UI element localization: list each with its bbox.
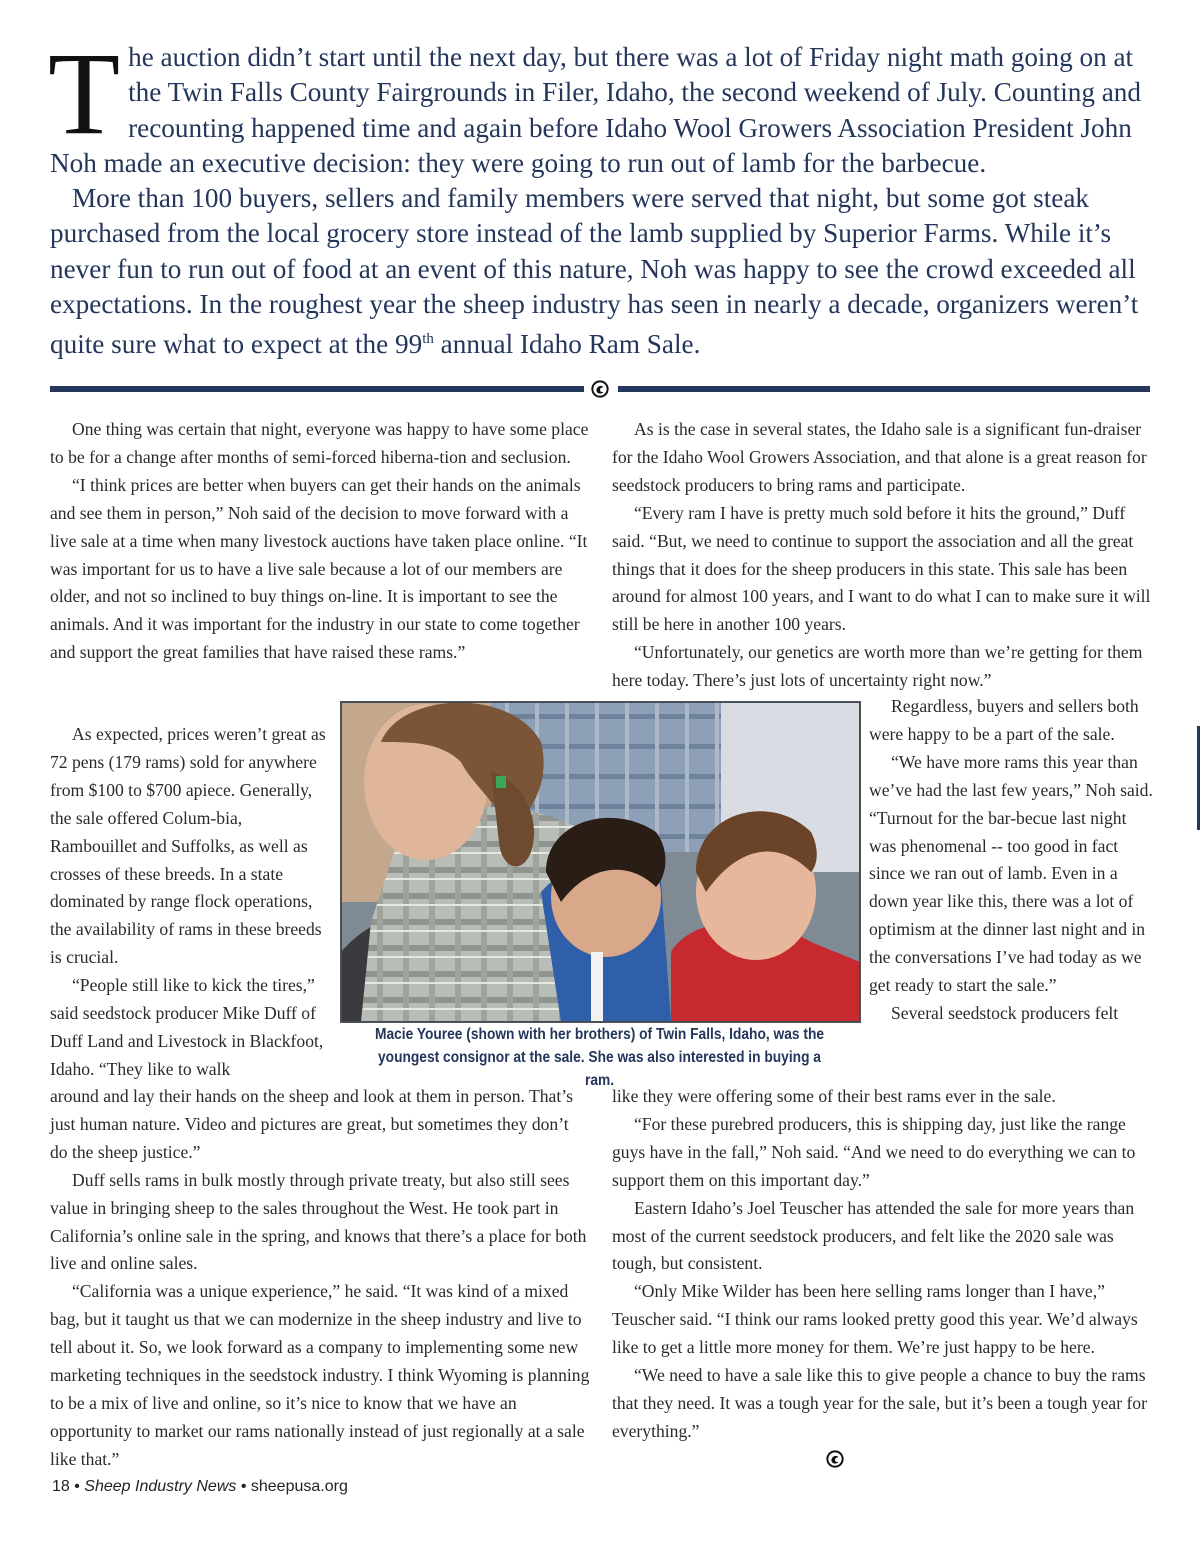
paragraph: “California was a unique experience,” he said. “It was kind of a mixed bag, but it taught us that we can modernize in the sheep industry and live to tell about it. So, we look forward as a company to implementing some new marketing techniques in the seedstock industry. I think Wyoming is planning to be a mix of live and online, so it’s nice to know that we have an opportunity to market our rams nationally instead of just regionally at a sale like that.” [50,1281,590,1469]
footer-separator: • [69,1478,85,1495]
paragraph: around and lay their hands on the sheep and look at them in person. That’s just human nature. Video and pictures are great, but sometimes they don’t do the sheep justice.” [50,1086,573,1162]
paragraph: Eastern Idaho’s Joel Teuscher has attended the sale for more years than most of the current seedstock producers, and felt like the 2020 sale was tough, but consistent. [612,1197,1135,1274]
left-column-narrow [50,721,330,1084]
ordinal-suffix: th [422,331,434,348]
paragraph: “We need to have a sale like this to give people a chance to buy the rams that they need. It was a tough year for the sale, but it’s been a tough year for everything.” [612,1365,1147,1441]
right-column-bottom [612,1083,1152,1446]
left-column-top [50,416,590,667]
paragraph: “For these purebred producers, this is shipping day, just like the range guys have in the fall,” Noh said. “And we need to do everything we can to support them on this important day.” [612,1113,1136,1190]
paragraph: “We have more rams this year than we’ve had the last few years,” Noh said. “Turnout for the bar-becue last night was phenomenal -- too good in fact since we ran out of lamb. Even in a down year like this, there was a lot of optimism at the dinner last night and in the conversations I’ve had today as we get ready to start the sale.” [869,751,1153,996]
paragraph: “People still like to kick the tires,” said seedstock producer Mike Duff of Duff Land and Livestock in Blackfoot, Idaho. “They like to walk [50,975,324,1079]
paragraph: “Only Mike Wilder has been here selling rams longer than I have,” Teuscher said. “I think our rams looked pretty good this year. We’d always like to get a little more money for them. We’re just happy to be here. [612,1281,1138,1358]
lede-paragraph-1: he auction didn’t start until the next day, but there was a lot of Friday night math going on at the Twin Falls County Fairgrounds in Filer, Idaho, the second weekend of July. Counting and recounting happened time and again before Idaho Wool Growers Association President John Noh made an executive decision: they were going to run out of lamb for the barbecue. [50,42,1141,178]
paragraph: “Unfortunately, our genetics are worth more than we’re getting for them here today. There’s just lots of uncertainty right now.” [612,642,1143,691]
paragraph: like they were offering some of their best rams ever in the sale. [612,1086,1056,1106]
section-divider-right [618,386,1150,392]
page-number: 18 [52,1478,70,1495]
lede-paragraph-2-end: annual Idaho Ram Sale. [433,329,701,360]
paragraph: “Every ram I have is pretty much sold before it hits the ground,” Duff said. “But, we need to continue to support the association and all the great things that it does for the sheep producers in this state. This sale has been around for almost 100 years, and I want to do what I can to make sure it will still be here in another 100 years. [612,502,1151,635]
footer-separator: • [236,1478,251,1495]
lede [48,28,1155,363]
section-divider-left [50,386,584,392]
paragraph: As is the case in several states, the Idaho sale is a significant fun-draiser for the Idaho Wool Growers Association, and that alone is a great reason for seedstock producers to bring rams and participate. [612,419,1147,495]
photo-caption: Macie Youree (shown with her brothers) of Twin Falls, Idaho, was the youngest consignor at the sale. She was also interested in buying a ram. [374,1026,825,1089]
left-column-bottom [50,1083,590,1474]
paragraph: Several seedstock producers felt [891,1002,1119,1023]
page-footer [52,1478,348,1496]
right-column-narrow [869,693,1153,1028]
paragraph: As expected, prices weren’t great as 72 pens (179 rams) sold for anywhere from $100 to $700 apiece. Generally, the sale offered Colum-bia, Rambouillet and Suffolks, as well as crosses of these breeds. In a state dominated by range flock operations, the availability of rams in these breeds is crucial. [50,724,326,968]
sheep-logo-icon [591,380,609,398]
right-column-top [612,416,1152,695]
paragraph: Duff sells rams in bulk mostly through private treaty, but also still sees value in bringing sheep to the sales throughout the West. He took part in California’s online sale in the spring, and knows that there’s a place for both live and online sales. [50,1169,587,1274]
photo-illustration [341,702,860,1022]
paragraph: Regardless, buyers and sellers both were happy to be a part of the sale. [869,696,1139,744]
end-mark-icon [826,1450,844,1468]
paragraph: One thing was certain that night, everyone was happy to have some place to be for a change after months of semi-forced hiberna-tion and seclusion. [50,419,589,467]
paragraph: “I think prices are better when buyers can get their hands on the animals and see them in person,” Noh said of the decision to move forward with a live sale at a time when many livestock auctions have taken place online. “It was important for us to have a live sale because a lot of our members are older, and not so inclined to buy things on-line. It is important to see the animals. And it was important for the industry in our state to come together and support the great families that have raised these rams.” [50,474,588,663]
lede-paragraph-2 [50,181,1155,363]
lede-paragraph-2-text: More than 100 buyers, sellers and family members were served that night, but some got steak purchased from the local grocery store instead of the lamb supplied by Superior Farms. While it’s never fun to run out of food at an event of this nature, Noh was happy to see the crowd exceeded all expectations. In the roughest year the sheep industry has seen in nearly a decade, organizers weren’t quite sure what to expect at the 99 [50,183,1139,360]
website-link[interactable]: sheepusa.org [250,1478,348,1495]
publication-name: Sheep Industry News [84,1478,237,1495]
photo-children [340,701,861,1023]
drop-cap: T [48,28,121,159]
